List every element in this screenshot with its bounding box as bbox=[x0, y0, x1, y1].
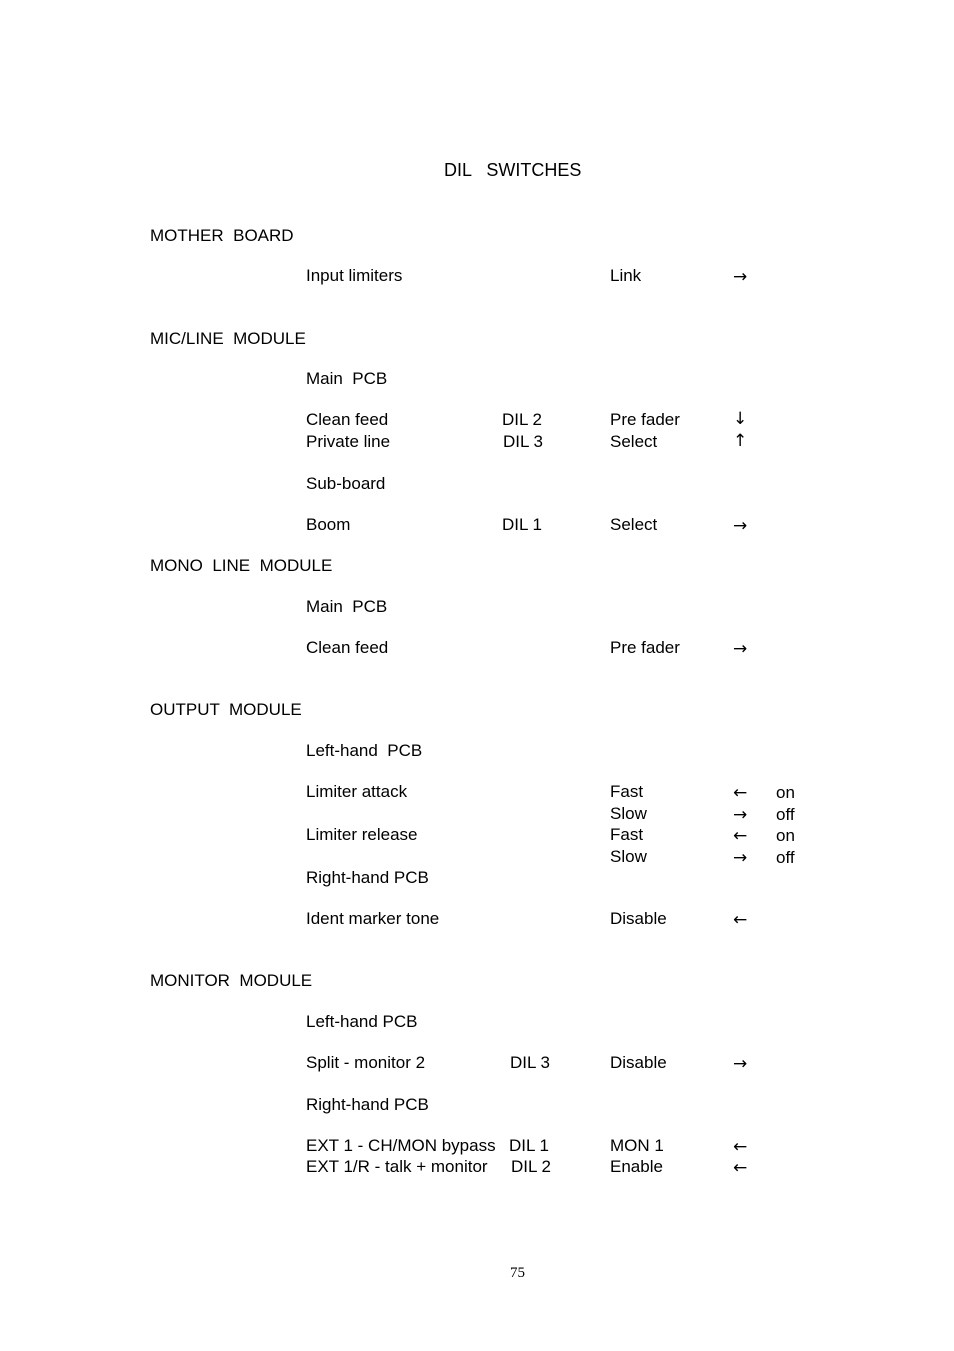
page-title: DIL SWITCHES bbox=[444, 160, 582, 180]
row-label: Limiter release bbox=[306, 825, 418, 844]
row-value: Link bbox=[610, 266, 642, 285]
row-dil: DIL 3 bbox=[510, 1053, 551, 1072]
arrow-right-icon: → bbox=[733, 848, 748, 868]
row-value: Fast bbox=[610, 825, 644, 844]
row-value: MON 1 bbox=[610, 1136, 664, 1155]
arrow-right-icon: → bbox=[733, 516, 748, 536]
row-value: Fast bbox=[610, 782, 644, 801]
row-value: Slow bbox=[610, 804, 647, 823]
row-dil: DIL 1 bbox=[502, 515, 543, 534]
arrow-left-icon: ← bbox=[733, 1158, 748, 1178]
arrow-right-icon: → bbox=[733, 805, 748, 825]
row-label: EXT 1/R - talk + monitor bbox=[306, 1157, 488, 1176]
row-state: off bbox=[776, 805, 795, 824]
row-label: Clean feed bbox=[306, 638, 389, 657]
arrow-left-icon: ← bbox=[733, 783, 748, 803]
row-label: EXT 1 - CH/MON bypass bbox=[306, 1136, 496, 1155]
arrow-right-icon: → bbox=[733, 639, 748, 659]
row-value: Disable bbox=[610, 1053, 667, 1072]
arrow-right-icon: → bbox=[733, 267, 748, 287]
arrow-down-icon: ↓ bbox=[733, 409, 748, 429]
section-heading-mother-board: MOTHER BOARD bbox=[150, 226, 294, 245]
subsection-heading: Main PCB bbox=[306, 369, 388, 388]
row-state: on bbox=[776, 783, 795, 802]
row-value: Select bbox=[610, 515, 658, 534]
row-dil: DIL 1 bbox=[509, 1136, 550, 1155]
row-value: Disable bbox=[610, 909, 667, 928]
row-label: Clean feed bbox=[306, 410, 389, 429]
subsection-heading: Left-hand PCB bbox=[306, 741, 423, 760]
row-dil: DIL 2 bbox=[502, 410, 543, 429]
subsection-heading: Sub-board bbox=[306, 474, 386, 493]
subsection-heading: Right-hand PCB bbox=[306, 868, 429, 887]
row-dil: DIL 2 bbox=[511, 1157, 552, 1176]
section-heading-mic-line: MIC/LINE MODULE bbox=[150, 329, 306, 348]
row-value: Enable bbox=[610, 1157, 663, 1176]
row-label: Boom bbox=[306, 515, 351, 534]
arrow-left-icon: ← bbox=[733, 826, 748, 846]
arrow-right-icon: → bbox=[733, 1054, 748, 1074]
arrow-left-icon: ← bbox=[733, 1137, 748, 1157]
row-state: on bbox=[776, 826, 795, 845]
row-value: Pre fader bbox=[610, 410, 680, 429]
row-value: Pre fader bbox=[610, 638, 680, 657]
row-label: Private line bbox=[306, 432, 391, 451]
arrow-left-icon: ← bbox=[733, 910, 748, 930]
subsection-heading: Left-hand PCB bbox=[306, 1012, 418, 1031]
row-label: Limiter attack bbox=[306, 782, 408, 801]
row-label: Input limiters bbox=[306, 266, 403, 285]
row-dil: DIL 3 bbox=[503, 432, 544, 451]
subsection-heading: Right-hand PCB bbox=[306, 1095, 429, 1114]
section-heading-monitor: MONITOR MODULE bbox=[150, 971, 313, 990]
row-value: Slow bbox=[610, 847, 647, 866]
row-value: Select bbox=[610, 432, 658, 451]
row-state: off bbox=[776, 848, 795, 867]
row-label: Ident marker tone bbox=[306, 909, 440, 928]
arrow-up-icon: ↑ bbox=[733, 431, 748, 451]
section-heading-output: OUTPUT MODULE bbox=[150, 700, 302, 719]
row-label: Split - monitor 2 bbox=[306, 1053, 426, 1072]
subsection-heading: Main PCB bbox=[306, 597, 388, 616]
page-number: 75 bbox=[510, 1265, 525, 1281]
section-heading-mono-line: MONO LINE MODULE bbox=[150, 556, 333, 575]
